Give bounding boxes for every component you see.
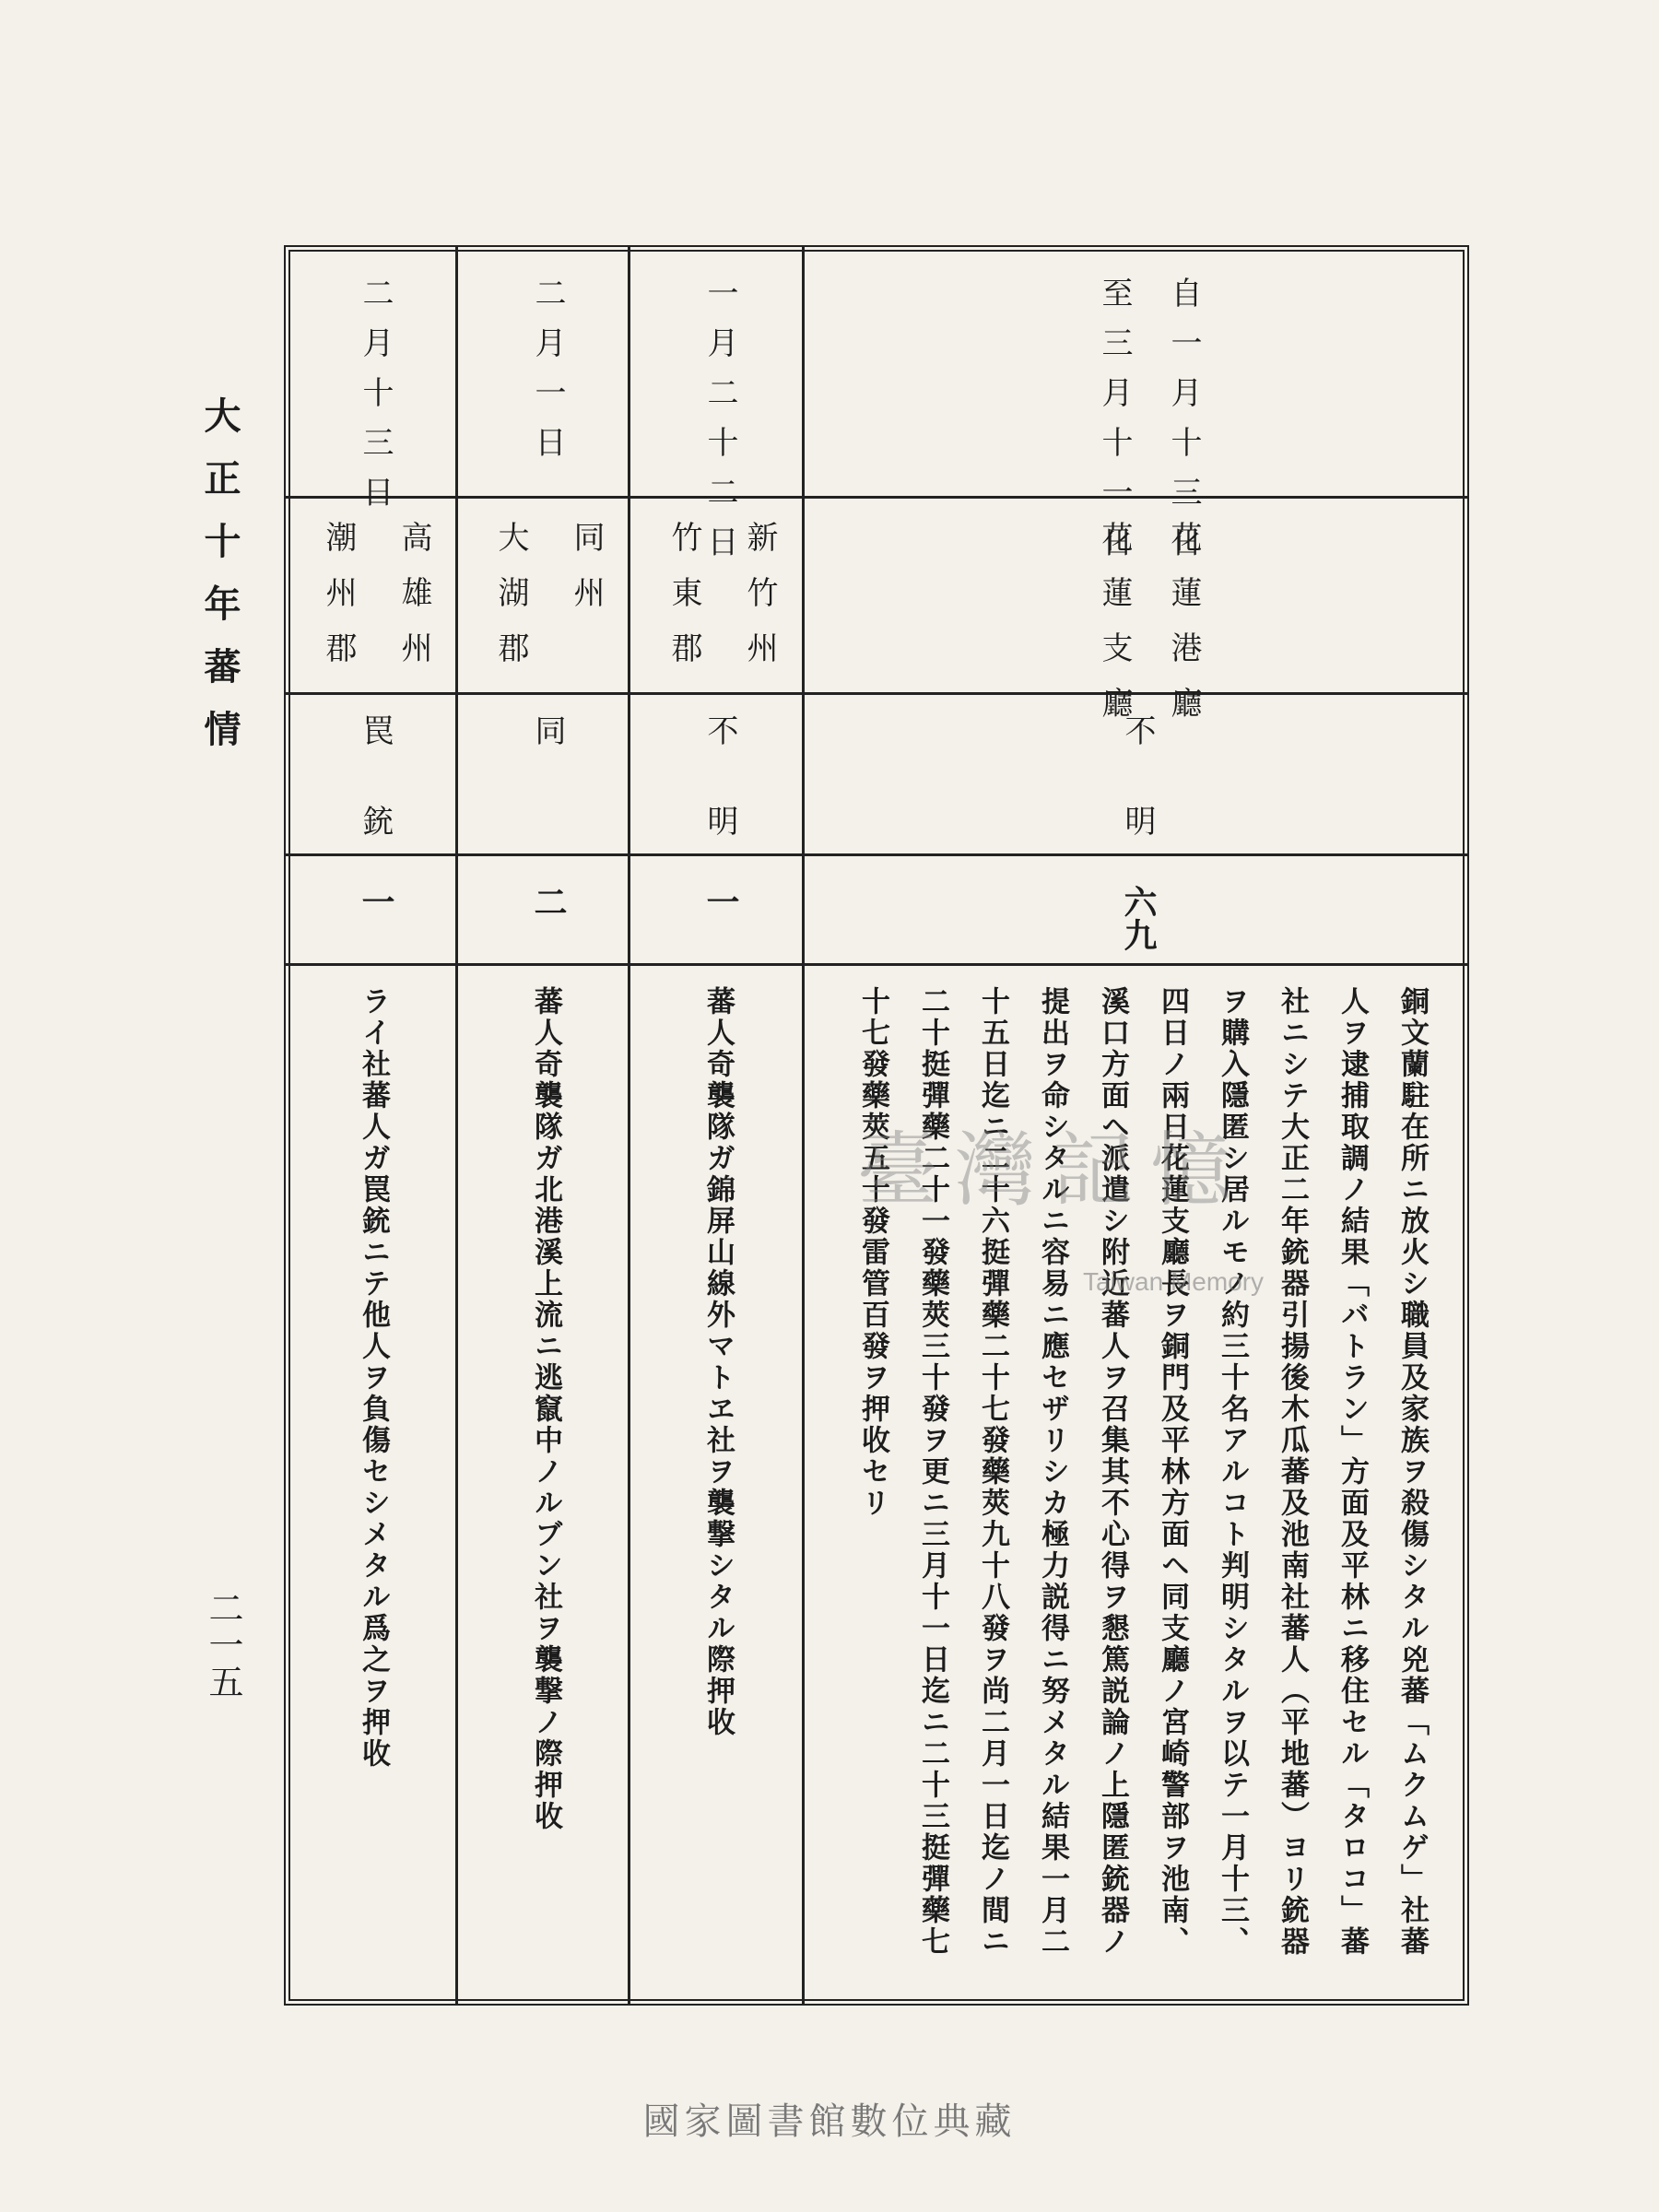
watermark-caption: Taiwan Memory: [1083, 1267, 1265, 1296]
row-divider: [284, 853, 1469, 856]
remark-line: 十五日迄ニ二十六挺彈藥二十七發藥莢九十八發ヲ尚二月一日迄ノ間ニ: [976, 986, 1009, 1958]
remark-line: 銅文蘭駐在所ニ放火シ職員及家族ヲ殺傷シタル兇蕃「ムクムゲ」社蕃: [1395, 986, 1429, 1958]
row-divider: [284, 963, 1469, 966]
row-divider: [284, 692, 1469, 695]
quantity: 二: [529, 885, 568, 918]
remark-line: ライ社蕃人ガ罠銃ニテ他人ヲ負傷セシメタル爲之ヲ押收: [357, 986, 390, 1770]
remark-line: 社ニシテ大正二年銃器引揚後木瓜蕃及池南社蕃人（平地蕃）ヨリ銃器: [1276, 986, 1309, 1958]
remark-line: 提出ヲ命シタルニ容易ニ應セザリシカ極力説得ニ努メタル結果一月二: [1036, 986, 1069, 1958]
date-line: 至三月十一日: [1096, 276, 1133, 575]
date-line: 自一月十三日: [1165, 276, 1202, 575]
row-divider: [284, 496, 1469, 499]
date-line: 一月二十二日: [701, 276, 738, 575]
location-line: 花蓮支廳: [1096, 521, 1133, 742]
date-line: 二月一日: [529, 276, 566, 476]
page-number: 二一五: [203, 1590, 243, 1700]
weapon-kind: 不明: [701, 714, 738, 895]
quantity: 一: [701, 885, 740, 918]
location-line: 高雄州: [395, 521, 432, 687]
footer-credit: 國家圖書館數位典藏: [642, 2100, 1017, 2143]
remark-line: 人ヲ逮捕取調ノ結果「バトラン」方面及平林ニ移住セル「タロコ」蕃: [1335, 986, 1369, 1958]
quantity: 六九: [1119, 885, 1158, 951]
running-head: 大正十年蕃情: [198, 396, 241, 772]
remark-line: 蕃人奇襲隊ガ北港溪上流ニ逃竄中ノルブン社ヲ襲撃ノ際押收: [529, 986, 562, 1832]
watermark-logo: 臺灣記憶: [857, 1123, 1249, 1218]
location-line: 潮州郡: [320, 521, 357, 687]
column-divider: [628, 245, 630, 2006]
location-line: 同州: [568, 521, 605, 631]
location-line: 花蓮港廳: [1165, 521, 1202, 742]
column-divider: [455, 245, 458, 2006]
weapon-kind: 不明: [1119, 714, 1156, 895]
remark-line: 蕃人奇襲隊ガ錦屏山線外マトヱ社ヲ襲撃シタル際押收: [701, 986, 735, 1738]
quantity: 一: [357, 885, 395, 918]
remark-line: ヲ購入隱匿シ居ルモノ約三十名アルコト判明シタルヲ以テ一月十三、: [1216, 986, 1249, 1958]
weapon-kind: 罠銃: [357, 714, 394, 895]
weapon-kind: 同: [529, 714, 566, 805]
location-line: 竹東郡: [665, 521, 702, 687]
date-line: 二月十三日: [357, 276, 394, 525]
remark-line: 溪口方面ヘ派遣シ附近蕃人ヲ召集其不心得ヲ懇篤説論ノ上隱匿銃器ノ: [1096, 986, 1129, 1958]
remark-line: 十七發藥莢五十發雷管百發ヲ押收セリ: [856, 986, 889, 1519]
column-divider: [802, 245, 805, 2006]
remark-line: 四日ノ兩日花蓮支廳長ヲ銅門及平林方面ヘ同支廳ノ宮崎警部ヲ池南、: [1156, 986, 1189, 1958]
remark-line: 二十挺彈藥二十一發藥莢三十發ヲ更ニ三月十一日迄ニ二十三挺彈藥七: [916, 986, 949, 1958]
location-line: 新竹州: [741, 521, 778, 687]
location-line: 大湖郡: [492, 521, 529, 687]
